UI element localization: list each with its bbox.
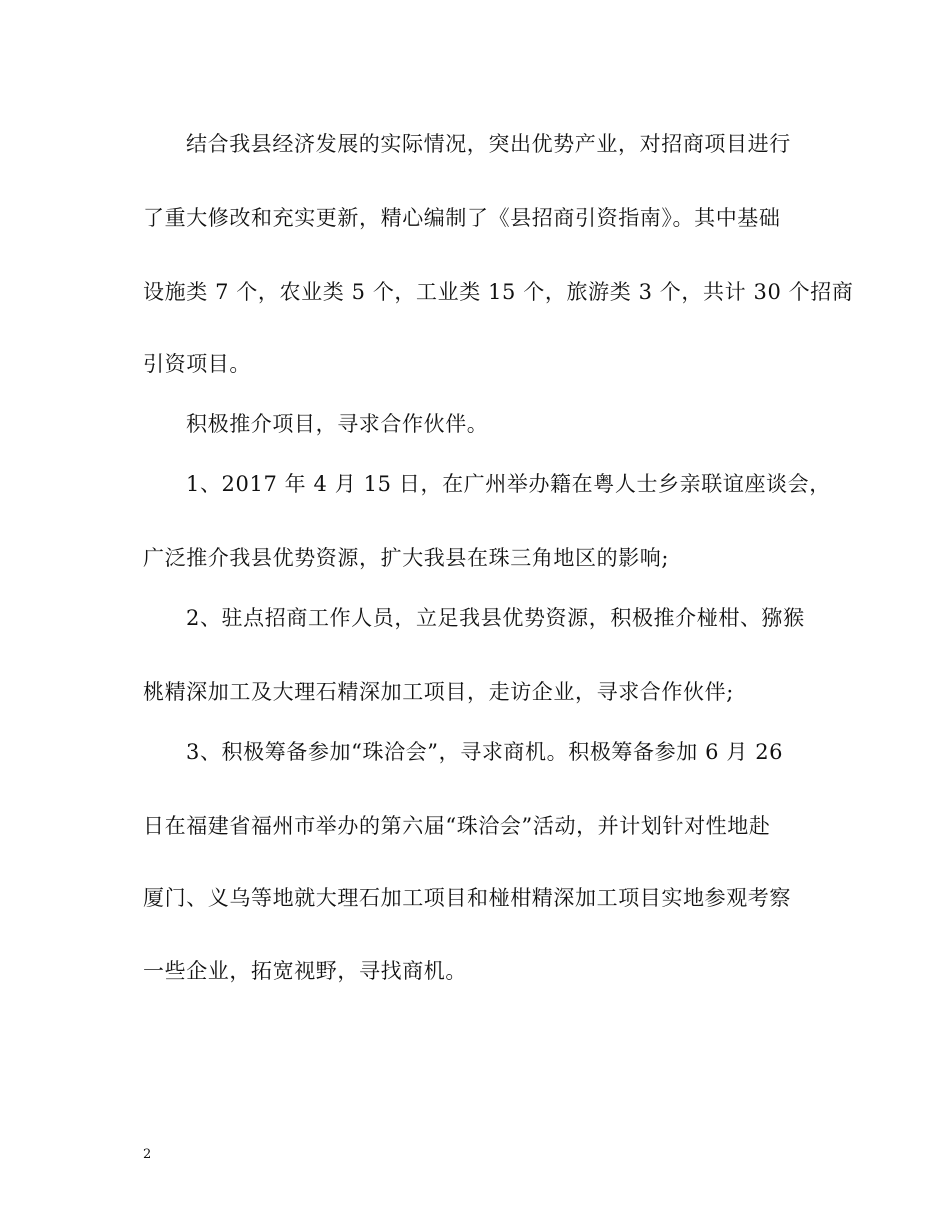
paragraph-line: 3、积极筹备参加“珠洽会”，寻求商机。积极筹备参加 6 月 26: [186, 740, 784, 764]
paragraph-line: 桃精深加工及大理石精深加工项目，走访企业，寻求合作伙伴;: [143, 680, 734, 704]
page-number: 2: [143, 1147, 152, 1162]
paragraph-line: 厦门、义乌等地就大理石加工项目和椪柑精深加工项目实地参观考察: [143, 886, 791, 910]
paragraph-line: 引资项目。: [143, 352, 251, 376]
paragraph-line: 设施类 7 个，农业类 5 个，工业类 15 个，旅游类 3 个，共计 30 个招商: [143, 280, 854, 304]
paragraph-line: 广泛推介我县优势资源，扩大我县在珠三角地区的影响;: [143, 546, 670, 570]
paragraph-line: 2、驻点招商工作人员，立足我县优势资源，积极推介椪柑、猕猴: [186, 606, 805, 630]
paragraph-line: 1、2017 年 4 月 15 日，在广州举办籍在粤人士乡亲联谊座谈会，: [186, 472, 831, 496]
paragraph-line: 一些企业，拓宽视野，寻找商机。: [143, 959, 467, 983]
paragraph-line: 日在福建省福州市举办的第六届“珠洽会”活动，并计划针对性地赴: [143, 814, 771, 838]
paragraph-line: 积极推介项目，寻求合作伙伴。: [186, 412, 489, 436]
paragraph-line: 了重大修改和充实更新，精心编制了《县招商引资指南》。其中基础: [143, 206, 781, 230]
paragraph-line: 结合我县经济发展的实际情况，突出优势产业，对招商项目进行: [186, 132, 791, 156]
